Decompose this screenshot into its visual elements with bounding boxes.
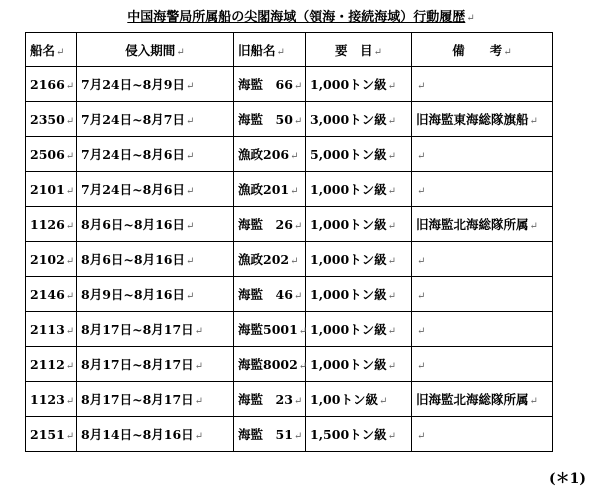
footnote: (＊1) [549,471,586,487]
table-row [26,67,553,102]
cell-intrusion-period: 7月24日~8月9日↵ [77,67,234,102]
paragraph-mark-icon: ↵ [65,80,75,92]
paragraph-mark-icon: ↵ [293,116,303,127]
table-row [26,102,553,137]
paragraph-mark-icon: ↵ [65,360,75,372]
paragraph-mark-icon: ↵ [290,151,299,162]
cell-remarks [412,172,553,207]
paragraph-mark-icon: ↵ [293,431,303,442]
cell-intrusion-period: 8月14日~8月16日↵ [77,417,234,452]
cell-specs: 1,000トン級↵ [306,312,412,347]
cell-intrusion-period: 8月17日~8月17日↵ [77,382,234,417]
paragraph-mark-icon: ↵ [290,186,299,197]
paragraph-mark-icon: ↵ [503,46,512,58]
paragraph-mark-icon: ↵ [466,13,475,24]
paragraph-mark-icon: ↵ [185,221,195,232]
cell-ship-name: 1126↵ [26,207,77,242]
header-former-name: 旧船名↵ [234,33,306,67]
cell-ship-name: 2506↵ [26,137,77,172]
paragraph-mark-icon: ↵ [417,150,426,162]
title-text: 中国海警局所属船の尖閣海域（領海・接続海域）行動履歴 [127,10,466,25]
cell-former-name: 海監 51↵ [234,417,306,452]
paragraph-mark-icon: ↵ [417,430,426,442]
cell-former-name: 漁政202↵ [234,242,306,277]
cell-former-name: 漁政201↵ [234,172,306,207]
paragraph-mark-icon: ↵ [185,291,195,302]
paragraph-mark-icon: ↵ [185,81,195,92]
paragraph-mark-icon: ↵ [65,150,75,162]
paragraph-mark-icon: ↵ [417,290,426,302]
table-row [26,137,553,172]
cell-former-name: 漁政206↵ [234,137,306,172]
cell-specs: 1,000トン級↵ [306,207,412,242]
cell-former-name: 海監 66↵ [234,67,306,102]
header-intrusion-period: 侵入期間↵ [77,33,234,67]
cell-ship-name: 1123↵ [26,382,77,417]
cell-specs: 5,000トン級↵ [306,137,412,172]
paragraph-mark-icon: ↵ [417,255,426,267]
paragraph-mark-icon: ↵ [185,116,195,127]
paragraph-mark-icon: ↵ [387,221,397,232]
cell-remarks: 旧海監北海総隊所属↵ [412,382,553,417]
paragraph-mark-icon: ↵ [65,185,75,197]
paragraph-mark-icon: ↵ [373,46,382,58]
paragraph-mark-icon: ↵ [56,46,65,58]
cell-specs: 1,000トン級↵ [306,242,412,277]
cell-intrusion-period: 7月24日~8月7日↵ [77,102,234,137]
paragraph-mark-icon: ↵ [194,396,204,407]
cell-ship-name: 2101↵ [26,172,77,207]
paragraph-mark-icon: ↵ [529,221,538,232]
table-row [26,312,553,347]
cell-ship-name: 2350↵ [26,102,77,137]
paragraph-mark-icon: ↵ [417,185,426,197]
paragraph-mark-icon: ↵ [194,361,204,372]
table-row [26,277,553,312]
paragraph-mark-icon: ↵ [529,116,538,127]
cell-remarks [412,67,553,102]
cell-ship-name: 2102↵ [26,242,77,277]
cell-remarks [412,277,553,312]
paragraph-mark-icon: ↵ [65,430,75,442]
paragraph-mark-icon: ↵ [65,115,75,127]
document-title [0,6,602,25]
cell-intrusion-period: 8月6日~8月16日↵ [77,207,234,242]
cell-ship-name: 2112↵ [26,347,77,382]
paragraph-mark-icon: ↵ [276,46,285,58]
cell-former-name: 海監 46↵ [234,277,306,312]
paragraph-mark-icon: ↵ [293,291,303,302]
header-remarks: 備 考↵ [412,33,553,67]
header-ship-name: 船名↵ [26,33,77,67]
paragraph-mark-icon: ↵ [65,395,75,407]
cell-intrusion-period: 8月17日~8月17日↵ [77,347,234,382]
cell-specs: 1,000トン級↵ [306,347,412,382]
paragraph-mark-icon: ↵ [387,116,397,127]
paragraph-mark-icon: ↵ [185,186,195,197]
cell-remarks [412,137,553,172]
paragraph-mark-icon: ↵ [387,291,397,302]
paragraph-mark-icon: ↵ [387,151,397,162]
paragraph-mark-icon: ↵ [65,325,75,337]
cell-remarks [412,347,553,382]
paragraph-mark-icon: ↵ [185,256,195,267]
paragraph-mark-icon: ↵ [417,80,426,92]
vessel-history-table [25,32,553,452]
cell-intrusion-period: 8月17日~8月17日↵ [77,312,234,347]
paragraph-mark-icon: ↵ [417,360,426,372]
cell-remarks: 旧海監東海総隊旗船↵ [412,102,553,137]
paragraph-mark-icon: ↵ [290,256,299,267]
table-row [26,242,553,277]
table-body [26,67,553,452]
cell-intrusion-period: 7月24日~8月6日↵ [77,172,234,207]
cell-ship-name: 2166↵ [26,67,77,102]
paragraph-mark-icon: ↵ [293,396,303,407]
table-row [26,382,553,417]
table-header-row [26,33,553,67]
paragraph-mark-icon: ↵ [387,326,397,337]
cell-remarks [412,417,553,452]
cell-specs: 1,000トン級↵ [306,67,412,102]
cell-specs: 1,000トン級↵ [306,172,412,207]
header-specs: 要 目↵ [306,33,412,67]
table-row [26,172,553,207]
cell-former-name: 海監 26↵ [234,207,306,242]
cell-former-name: 海監 23↵ [234,382,306,417]
cell-specs: 1,00トン級↵ [306,382,412,417]
cell-remarks [412,312,553,347]
paragraph-mark-icon: ↵ [185,151,195,162]
cell-intrusion-period: 8月6日~8月16日↵ [77,242,234,277]
cell-remarks: 旧海監北海総隊所属↵ [412,207,553,242]
paragraph-mark-icon: ↵ [65,290,75,302]
paragraph-mark-icon: ↵ [293,221,303,232]
paragraph-mark-icon: ↵ [65,220,75,232]
table-row [26,417,553,452]
paragraph-mark-icon: ↵ [417,325,426,337]
paragraph-mark-icon: ↵ [387,256,397,267]
paragraph-mark-icon: ↵ [298,361,308,372]
cell-former-name: 海監8002↵ [234,347,306,382]
cell-ship-name: 2113↵ [26,312,77,347]
paragraph-mark-icon: ↵ [387,81,397,92]
cell-former-name: 海監 50↵ [234,102,306,137]
paragraph-mark-icon: ↵ [65,255,75,267]
cell-intrusion-period: 8月9日~8月16日↵ [77,277,234,312]
cell-specs: 1,000トン級↵ [306,277,412,312]
paragraph-mark-icon: ↵ [194,431,204,442]
paragraph-mark-icon: ↵ [387,186,397,197]
cell-remarks [412,242,553,277]
paragraph-mark-icon: ↵ [298,326,308,337]
paragraph-mark-icon: ↵ [293,81,303,92]
cell-specs: 1,500トン級↵ [306,417,412,452]
paragraph-mark-icon: ↵ [176,46,185,58]
cell-intrusion-period: 7月24日~8月6日↵ [77,137,234,172]
table-row [26,207,553,242]
cell-ship-name: 2146↵ [26,277,77,312]
paragraph-mark-icon: ↵ [387,361,397,372]
paragraph-mark-icon: ↵ [387,431,397,442]
paragraph-mark-icon: ↵ [378,396,388,407]
cell-ship-name: 2151↵ [26,417,77,452]
paragraph-mark-icon: ↵ [529,396,538,407]
paragraph-mark-icon: ↵ [194,326,204,337]
cell-former-name: 海監5001↵ [234,312,306,347]
table-row [26,347,553,382]
cell-specs: 3,000トン級↵ [306,102,412,137]
